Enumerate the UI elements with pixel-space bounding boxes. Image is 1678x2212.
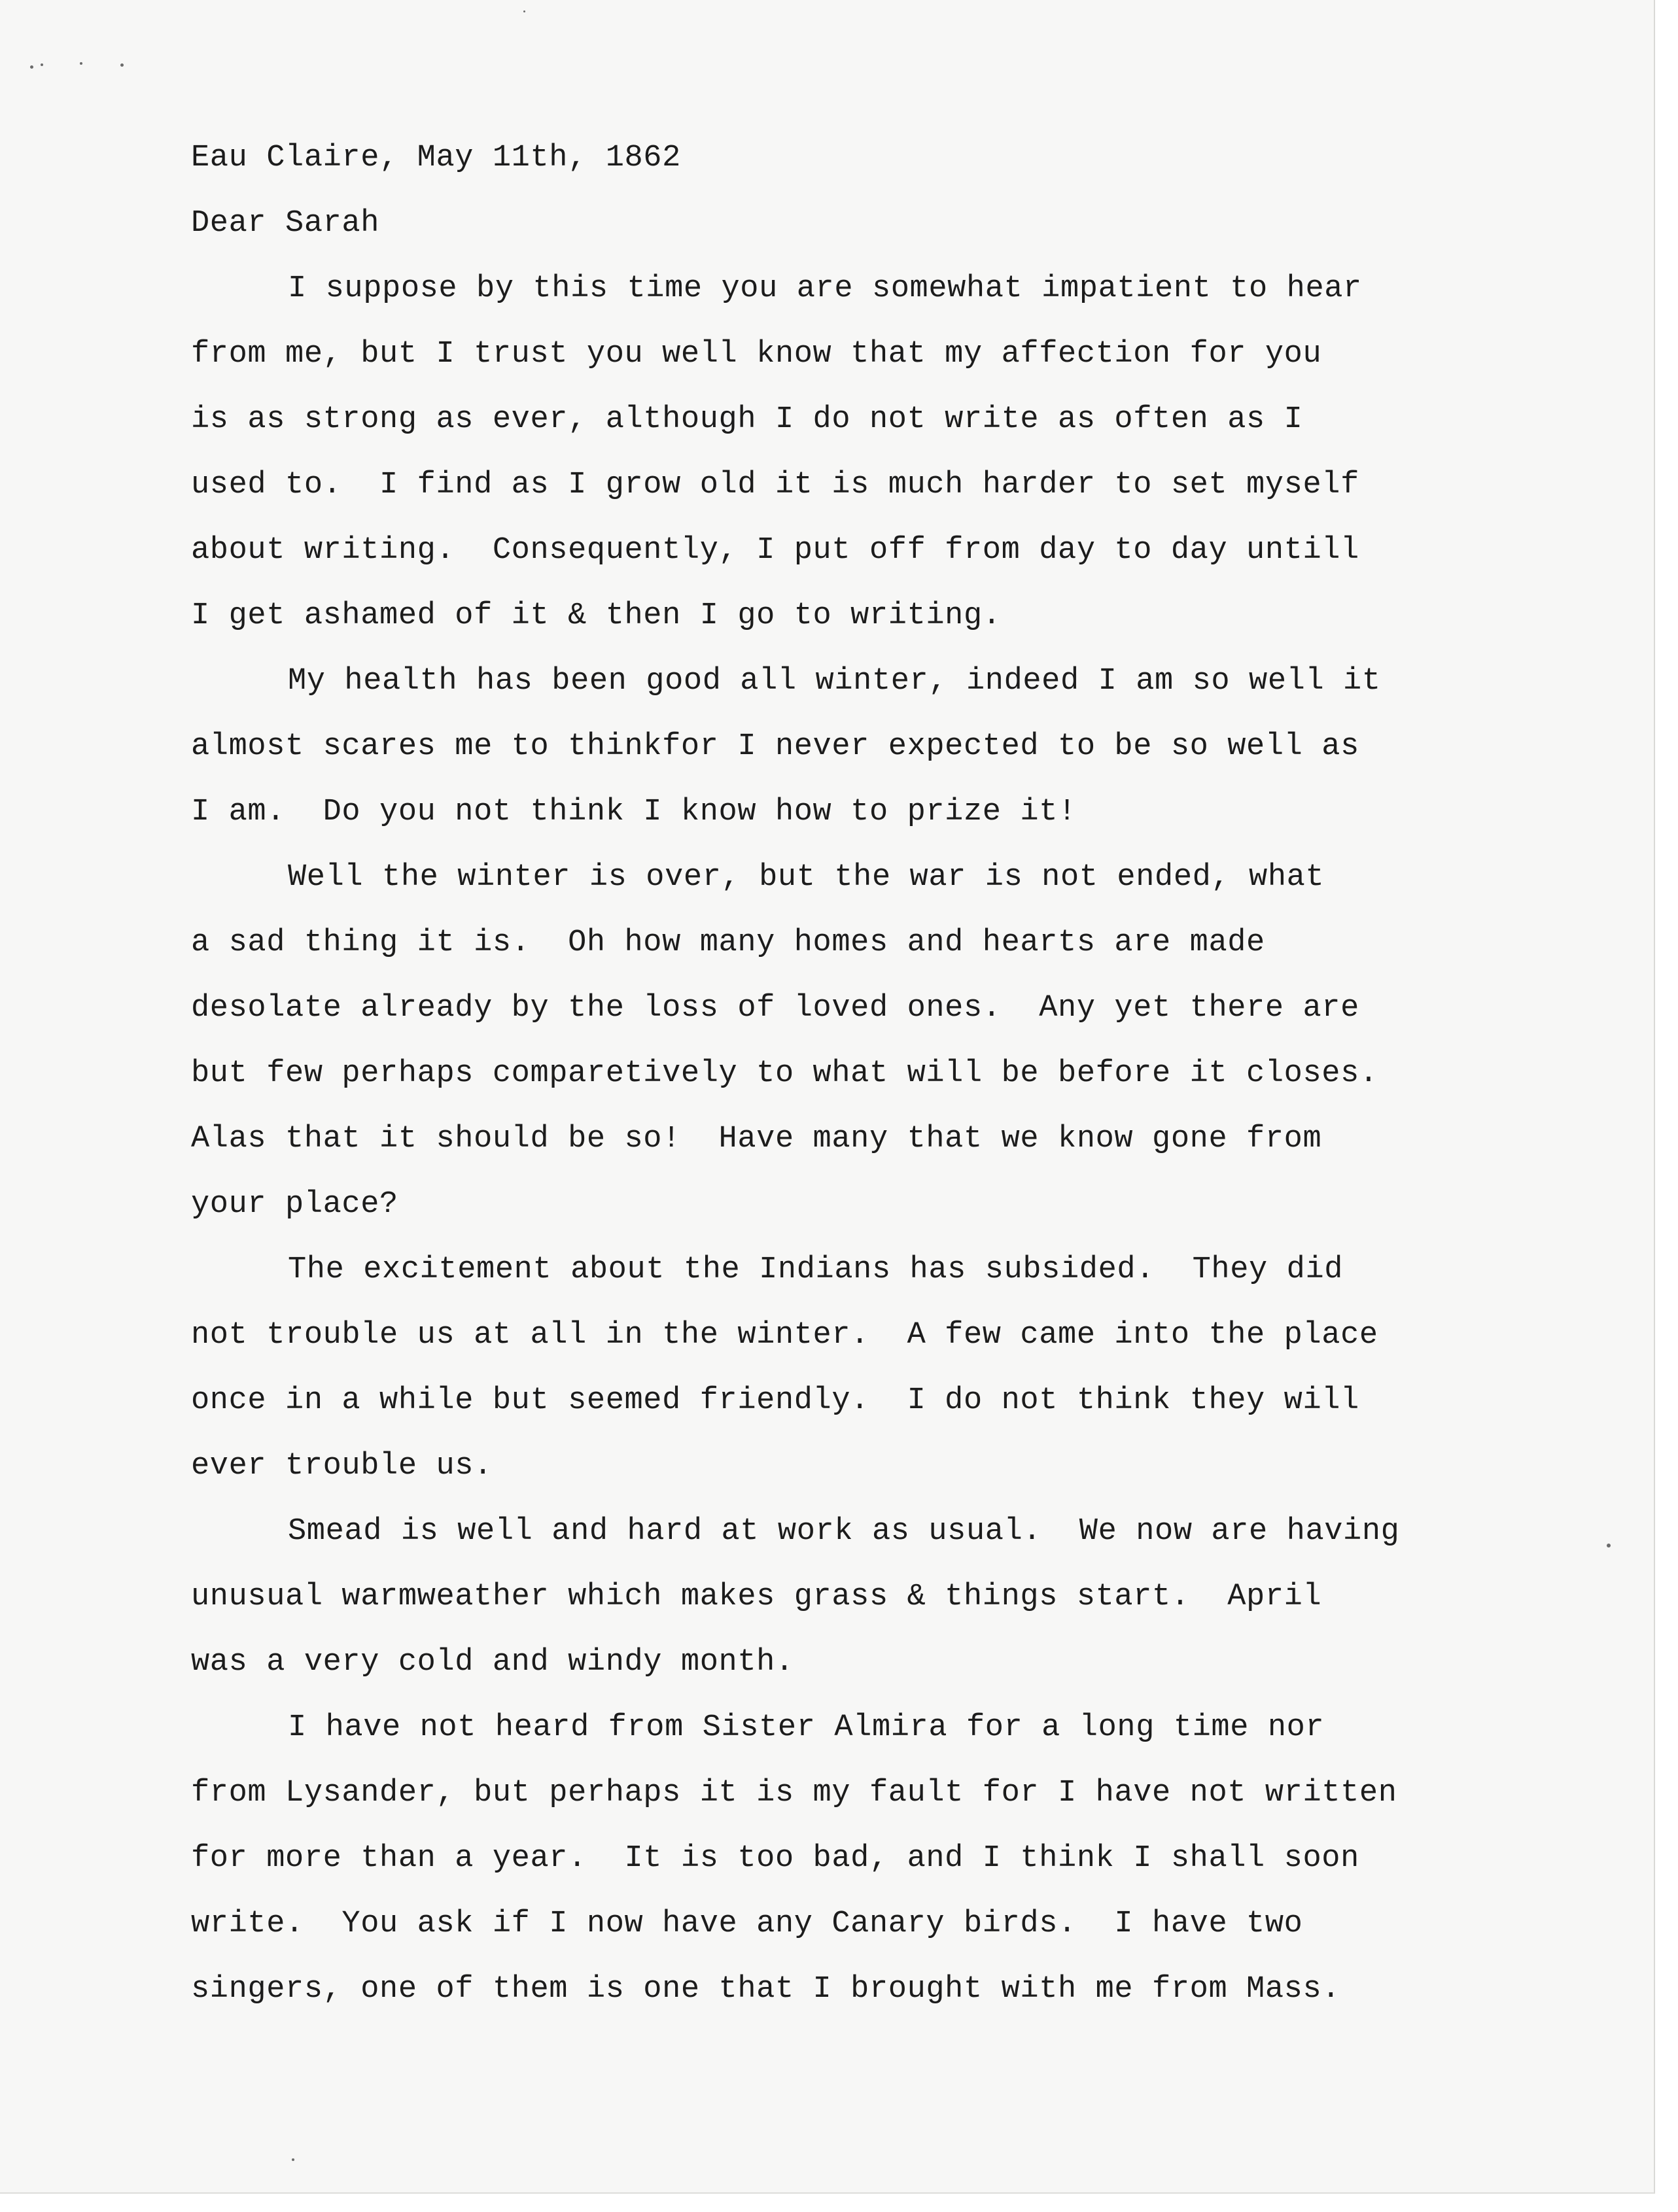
text-line: but few perhaps comparetively to what will be before it closes.	[191, 1056, 1378, 1091]
text-line: unusual warmweather which makes grass & things start. April	[191, 1580, 1322, 1614]
text-line: ever trouble us.	[191, 1449, 493, 1483]
text-line: from me, but I trust you well know that my affection for you	[191, 337, 1322, 372]
text-line: used to. I find as I grow old it is much harder to set myself	[191, 468, 1359, 502]
text-line: Smead is well and hard at work as usual. We now are having	[288, 1514, 1400, 1549]
text-line: I am. Do you not think I know how to prize it!	[191, 795, 1077, 829]
paper-speck	[80, 62, 82, 65]
paper-speck	[30, 65, 33, 69]
text-line: I suppose by this time you are somewhat impatient to hear	[288, 271, 1362, 306]
text-line: I have not heard from Sister Almira for a long time nor	[288, 1710, 1325, 1745]
text-line: for more than a year. It is too bad, and I think I shall soon	[191, 1841, 1359, 1876]
text-line: a sad thing it is. Oh how many homes and hearts are made	[191, 925, 1265, 960]
text-line: singers, one of them is one that I brought with me from Mass.	[191, 1972, 1341, 2007]
paper-speck	[523, 10, 525, 12]
text-line: almost scares me to thinkfor I never expected to be so well as	[191, 729, 1359, 764]
text-line: Well the winter is over, but the war is not ended, what	[288, 860, 1325, 895]
text-line: write. You ask if I now have any Canary birds. I have two	[191, 1907, 1303, 1941]
text-line: is as strong as ever, although I do not write as often as I	[191, 402, 1303, 437]
text-line: I get ashamed of it & then I go to writing.	[191, 598, 1002, 633]
text-line: not trouble us at all in the winter. A few came into the place	[191, 1318, 1378, 1353]
text-line: The excitement about the Indians has subsided. They did	[288, 1253, 1344, 1287]
letter-salutation: Dear Sarah	[191, 206, 380, 241]
paper-speck	[120, 63, 124, 67]
text-line: your place?	[191, 1187, 398, 1222]
text-line: once in a while but seemed friendly. I do not think they will	[191, 1383, 1359, 1418]
paper-speck	[1607, 1544, 1611, 1547]
paper-speck	[292, 2158, 294, 2161]
text-line: from Lysander, but perhaps it is my fault for I have not written	[191, 1776, 1397, 1810]
letter-heading: Eau Claire, May 11th, 1862	[191, 141, 681, 175]
text-line: about writing. Consequently, I put off from day to day untill	[191, 533, 1359, 568]
text-line: Alas that it should be so! Have many that we know gone from	[191, 1122, 1322, 1156]
paper-speck	[41, 63, 43, 66]
text-line: My health has been good all winter, indeed I am so well it	[288, 664, 1381, 699]
text-line: desolate already by the loss of loved ones. Any yet there are	[191, 991, 1359, 1026]
text-line: was a very cold and windy month.	[191, 1645, 794, 1680]
